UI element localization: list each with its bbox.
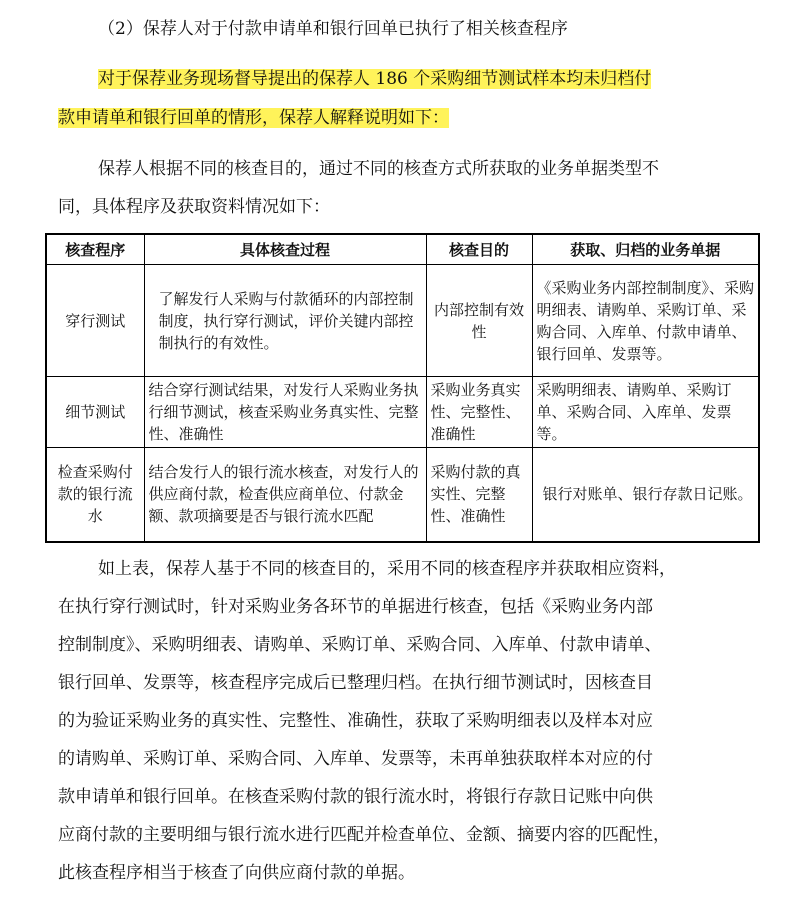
- header-purpose: 核查目的: [426, 234, 532, 265]
- cell-documents: 《采购业务内部控制制度》、采购明细表、请购单、采购订单、采购合同、入库单、付款申请单、银行回单、发票等。: [532, 265, 759, 377]
- intro-line: 保荐人根据不同的核查目的，通过不同的核查方式所获取的业务单据类型不: [98, 159, 659, 179]
- cell-process: 了解发行人采购与付款循环的内部控制制度，执行穿行测试，评价关键内部控制执行的有效性。: [144, 265, 426, 377]
- header-process: 具体核查过程: [144, 234, 426, 265]
- header-procedure: 核查程序: [46, 234, 144, 265]
- cell-process: 结合发行人的银行流水核查，对发行人的供应商付款，检查供应商单位、付款金额、款项摘要是否与银行流水匹配: [144, 448, 426, 542]
- highlight-line: [0, 106, 804, 130]
- body-line: 应商付款的主要明细与银行流水进行匹配并检查单位、金额、摘要内容的匹配性，: [58, 825, 670, 845]
- body-line: 在执行穿行测试时，针对采购业务各环节的单据进行核查，包括《采购业务内部: [58, 597, 653, 617]
- cell-procedure: 穿行测试: [46, 265, 144, 377]
- cell-purpose: 内部控制有效性: [426, 265, 532, 377]
- table-row: [46, 265, 759, 377]
- table-row: [46, 448, 759, 542]
- cell-documents: 采购明细表、请购单、采购订单、采购合同、入库单、发票等。: [532, 377, 759, 448]
- highlight-line: [0, 67, 804, 91]
- cell-procedure: 检查采购付款的银行流水: [46, 448, 144, 542]
- header-documents: 获取、归档的业务单据: [532, 234, 759, 265]
- section-heading: （2）保荐人对于付款申请单和银行回单已执行了相关核查程序: [98, 19, 568, 39]
- body-line: 的请购单、采购订单、采购合同、入库单、发票等，未再单独获取样本对应的付: [58, 749, 653, 769]
- cell-procedure: 细节测试: [46, 377, 144, 448]
- cell-process: 结合穿行测试结果，对发行人采购业务执行细节测试，核查采购业务真实性、完整性、准确性: [144, 377, 426, 448]
- highlighted-text: 对于保荐业务现场督导提出的保荐人 186 个采购细节测试样本均未归档付: [98, 69, 652, 89]
- cell-purpose: 采购业务真实性、完整性、准确性: [426, 377, 532, 448]
- intro-line: 同，具体程序及获取资料情况如下：: [58, 197, 330, 217]
- body-line: 控制制度》、采购明细表、请购单、采购订单、采购合同、入库单、付款申请单、: [58, 635, 662, 655]
- cell-purpose: 采购付款的真实性、完整性、准确性: [426, 448, 532, 542]
- cell-documents: 银行对账单、银行存款日记账。: [532, 448, 759, 542]
- body-line: 此核查程序相当于核查了向供应商付款的单据。: [58, 863, 415, 883]
- highlighted-text: 款申请单和银行回单的情形，保荐人解释说明如下：: [58, 108, 449, 128]
- body-line: 银行回单、发票等，核查程序完成后已整理归档。在执行细节测试时，因核查目: [58, 673, 653, 693]
- body-line: 如上表，保荐人基于不同的核查目的，采用不同的核查程序并获取相应资料，: [98, 559, 676, 579]
- table-header-row: [46, 234, 759, 265]
- body-line: 的为验证采购业务的真实性、完整性、准确性，获取了采购明细表以及样本对应: [58, 711, 653, 731]
- table-row: [46, 377, 759, 448]
- procedure-table: [45, 233, 760, 543]
- body-line: 款申请单和银行回单。在核查采购付款的银行流水时，将银行存款日记账中向供: [58, 787, 653, 807]
